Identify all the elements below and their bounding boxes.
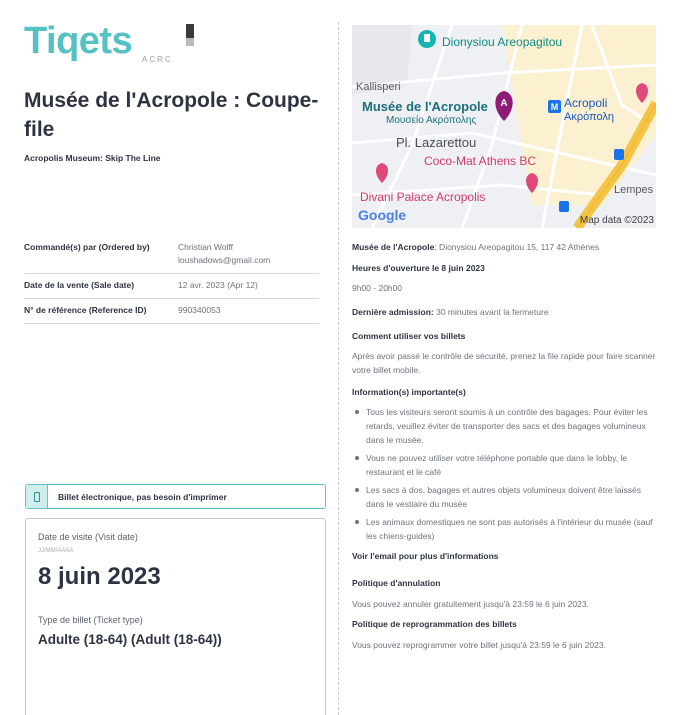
ordered-by-email: loushadows@gmail.com [178,255,271,265]
perforation-divider [338,22,339,715]
how-to-use-heading: Comment utiliser vos billets [352,331,466,341]
ordered-by-name: Christian Wolff [178,242,233,252]
eticket-banner [25,484,326,509]
list-item: Les sacs à dos, bagages et autres objets volumineux doivent être laissés dans le vestiaire du musée [352,483,658,511]
map-label-museum: Musée de l'Acropole [362,99,488,114]
partner-logo-mark [186,24,194,38]
list-item: Vous ne pouvez utiliser votre téléphone portable que dans le lobby, le restaurant et le café [352,451,658,479]
map-label-lazarettou: Pl. Lazarettou [396,135,477,150]
svg-text:M: M [550,102,559,112]
map-attribution: Map data ©2023 [579,215,654,226]
visit-card [25,518,326,715]
reschedule-heading: Politique de reprogrammation des billets [352,619,517,629]
how-to-use-text: Après avoir passé le contrôle de sécurité, prenez la file rapide pour faire scanner votre billet mobile. [352,351,656,375]
museum-address [352,240,658,254]
order-info-table [24,236,319,324]
order-info-row [24,236,319,274]
last-admission-value: 30 minutes avant la fermeture [433,307,549,317]
partner-logo-text: ACRC [142,55,173,64]
important-info-list [352,405,658,547]
map-label-divani: Divani Palace Acropolis [360,190,486,204]
opening-hours-value: 9h00 - 20h00 [352,283,403,293]
tiqets-logo: Tiqets [24,20,133,62]
phone-icon [26,485,48,508]
cancellation-text: Vous pouvez annuler gratuitement jusqu'à 23:59 le 6 juin 2023. [352,599,589,609]
ticket-right-panel [352,0,662,715]
ticket-type-value: Adulte (18-64) (Adult (18-64)) [38,632,222,647]
map-label-museum-gr: Μουσείο Ακρόπολης [386,115,477,126]
order-info-label: Commandé(s) par (Ordered by) [24,242,150,252]
partner-logo [140,24,196,64]
map-label-dionysiou: Dionysiou Areopagitou [442,35,563,49]
map-label-cocomat: Coco-Mat Athens BC [424,154,537,168]
dionysiou-marker [418,30,436,48]
see-email-heading: Voir l'email pour plus d'informations [352,551,499,561]
ticket-subtitle: Acropolis Museum: Skip The Line [24,153,161,163]
sale-date-value: 12 avr. 2023 (Apr 12) [178,280,258,290]
order-info-value [178,241,319,267]
partner-logo-mark-shade [186,38,194,46]
visit-date-hint: JJ/MM/AAAA [38,548,74,554]
map-label-metro-gr: Ακρόπολη [564,111,615,123]
map-label-metro: Acropoli [564,96,608,110]
order-info-row [24,274,319,299]
order-info-row [24,299,319,324]
map-label-lempes: Lempes [614,184,654,196]
ticket-title: Musée de l'Acropole : Coupe-file [24,89,319,141]
list-item: Tous les visiteurs seront soumis à un contrôle des bagages. Pour éviter les retards, veuillez éviter de transporter des sacs et des bagages volumineux dans le musée. [352,405,658,447]
visit-date-label: Date de visite (Visit date) [38,532,138,542]
visit-date-value: 8 juin 2023 [38,563,161,590]
order-info-label: Date de la vente (Sale date) [24,280,135,290]
cancellation-heading: Politique d'annulation [352,578,441,588]
address-value: : Dionysiou Areopagitou 15, 117 42 Athènes [434,242,600,252]
google-logo: Google [358,207,407,223]
address-name: Musée de l'Acropole [352,242,435,252]
metro-icon [548,100,561,113]
list-item: Les animaux domestiques ne sont pas autorisés à l'intérieur du musée (sauf les chiens-guides) [352,515,658,543]
last-admission-label: Dernière admission: [352,307,434,317]
eticket-label: Billet électronique, pas besoin d'imprimer [58,491,227,502]
reschedule-text: Vous pouvez reprogrammer votre billet jusqu'à 23:59 le 6 juin 2023. [352,640,606,650]
ticket-type-label: Type de billet (Ticket type) [38,615,143,625]
opening-hours-heading: Heures d'ouverture le 8 juin 2023 [352,263,485,273]
location-map[interactable] [352,25,656,228]
last-admission [352,305,658,319]
museum-pin-letter: A [500,98,508,109]
map-label-kallisperi: Kallisperi [356,81,401,93]
reference-id-value: 990340053 [178,305,221,315]
order-info-label: N° de référence (Reference ID) [24,305,147,315]
important-info-heading: Information(s) importante(s) [352,387,466,397]
